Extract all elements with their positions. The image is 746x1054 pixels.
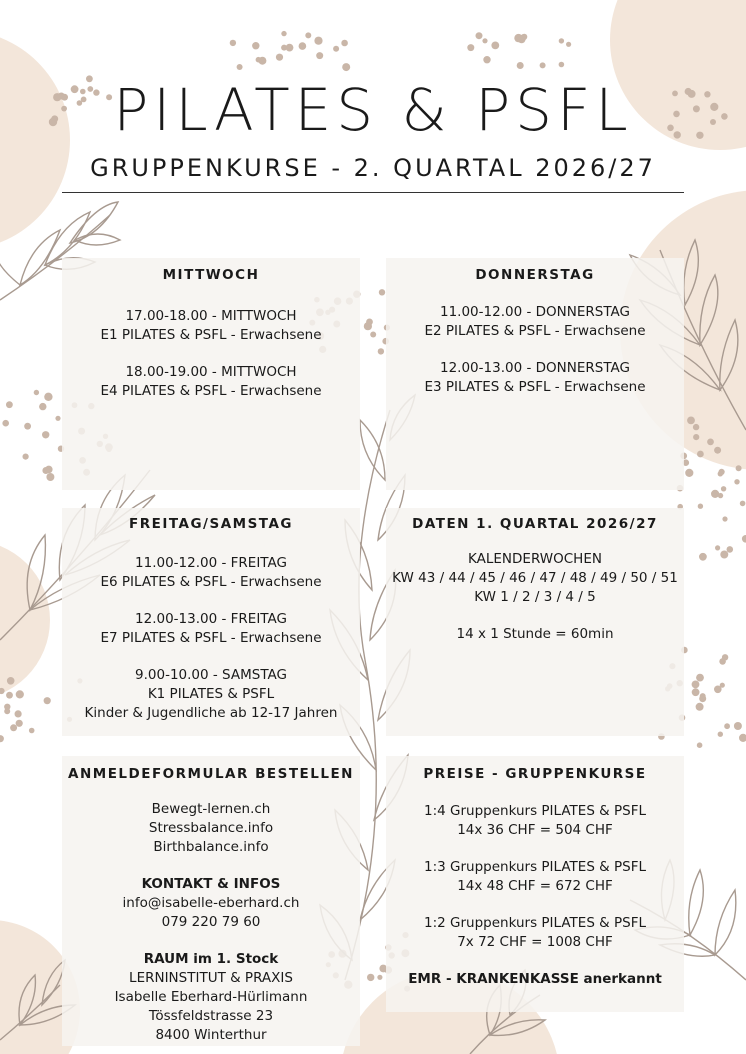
decor-dot: [693, 424, 699, 430]
address-line: Isabelle Eberhard-Hürlimann: [114, 989, 308, 1005]
decor-dot: [711, 490, 719, 498]
course-time: 12.00-13.00 - FREITAG: [135, 611, 287, 627]
decor-dot: [333, 46, 339, 52]
decor-dot: [693, 434, 699, 440]
decor-dot: [699, 553, 707, 561]
phone-number: 079 220 79 60: [161, 914, 261, 930]
heading-donnerstag: DONNERSTAG: [475, 267, 595, 283]
decor-dot: [707, 439, 714, 446]
decor-dot: [4, 708, 10, 714]
decor-dot: [482, 38, 487, 43]
decor-dot: [0, 735, 4, 742]
course-name: E6 PILATES & PSFL - Erwachsene: [100, 574, 322, 590]
decor-dot: [559, 38, 564, 43]
title-divider: [62, 192, 684, 193]
course-time: 11.00-12.00 - FREITAG: [135, 555, 287, 571]
price-plan: 1:2 Gruppenkurs PILATES & PSFL: [423, 915, 646, 931]
calendar-weeks-list: KW 1 / 2 / 3 / 4 / 5: [474, 589, 596, 605]
course-name: E2 PILATES & PSFL - Erwachsene: [424, 323, 646, 339]
decor-dot: [699, 695, 706, 702]
decor-dot: [366, 319, 373, 326]
decor-dot: [2, 420, 9, 427]
page-title: PILATES & PSFL: [113, 76, 633, 144]
decor-dot: [734, 722, 742, 730]
decor-dot: [29, 728, 35, 734]
blob-left: [0, 540, 50, 700]
decor-dot: [46, 473, 54, 481]
decor-dot: [230, 40, 236, 46]
heading-anmeldung: ANMELDEFORMULAR BESTELLEN: [68, 766, 354, 782]
page-subtitle: GRUPPENKURSE - 2. QUARTAL 2026/27: [90, 154, 656, 182]
address-line: Tössfeldstrasse 23: [148, 1008, 274, 1024]
decor-dot: [517, 62, 524, 69]
decor-dot: [740, 501, 746, 507]
decor-dot: [739, 734, 746, 742]
decor-dot: [316, 52, 323, 59]
price-plan: 1:3 Gruppenkurs PILATES & PSFL: [423, 859, 646, 875]
decor-dot: [6, 401, 13, 408]
decor-dot: [718, 732, 723, 737]
course-name: K1 PILATES & PSFL: [147, 686, 275, 702]
decor-dot: [367, 974, 374, 981]
price-amount: 14x 36 CHF = 504 CHF: [457, 822, 613, 838]
decor-dot: [714, 447, 721, 454]
decor-dot: [724, 723, 730, 729]
address-line: LERNINSTITUT & PRAXIS: [129, 970, 293, 986]
section-mittwoch: [62, 266, 360, 401]
decor-dot: [476, 32, 483, 39]
decor-dot: [377, 975, 382, 980]
decor-dot: [727, 546, 734, 553]
decor-dot: [687, 417, 695, 425]
decor-dot: [34, 390, 39, 395]
calendar-weeks-list: KW 43 / 44 / 45 / 46 / 47 / 48 / 49 / 50 / 51: [392, 570, 678, 586]
decor-dot: [692, 681, 700, 689]
decor-dot: [342, 63, 350, 71]
decor-dot: [6, 692, 13, 699]
decor-dot: [734, 479, 739, 484]
decor-dot: [44, 697, 51, 704]
heading-freitag-samstag: FREITAG/SAMSTAG: [129, 516, 293, 532]
decor-dot: [7, 677, 15, 685]
decor-dot: [341, 40, 348, 47]
course-name: E3 PILATES & PSFL - Erwachsene: [424, 379, 646, 395]
course-name: E7 PILATES & PSFL - Erwachsene: [100, 630, 322, 646]
decor-dot: [258, 57, 266, 65]
section-freitag-samstag: [62, 515, 360, 723]
decor-dot: [736, 465, 742, 471]
price-amount: 7x 72 CHF = 1008 CHF: [457, 934, 613, 950]
price-plan: 1:4 Gruppenkurs PILATES & PSFL: [423, 803, 646, 819]
decor-dot: [697, 742, 703, 748]
course-time: 18.00-19.00 - MITTWOCH: [125, 364, 297, 380]
decor-dot: [720, 683, 725, 688]
decor-dot: [722, 654, 728, 660]
heading-preise: PREISE - GRUPPENKURSE: [423, 766, 647, 782]
decor-dot: [521, 34, 527, 40]
calendar-weeks-label: KALENDERWOCHEN: [468, 551, 602, 567]
email-link[interactable]: info@isabelle-eberhard.ch: [122, 895, 300, 911]
course-time: 12.00-13.00 - DONNERSTAG: [440, 360, 630, 376]
decor-dot: [281, 31, 286, 36]
section-donnerstag: [386, 266, 684, 397]
decor-dot: [698, 504, 703, 509]
decor-dot: [378, 348, 384, 354]
decor-dot: [23, 454, 29, 460]
course-time: 11.00-12.00 - DONNERSTAG: [440, 304, 630, 320]
decor-dot: [715, 545, 720, 550]
decor-dot: [719, 469, 725, 475]
decor-dot: [55, 416, 60, 421]
decor-dot: [696, 703, 704, 711]
course-duration: 14 x 1 Stunde = 60min: [456, 626, 614, 642]
course-time: 17.00-18.00 - MITTWOCH: [125, 308, 297, 324]
heading-mittwoch: MITTWOCH: [162, 267, 260, 283]
decor-dot: [252, 42, 259, 49]
decor-dot: [42, 431, 49, 438]
decor-dot: [299, 42, 307, 50]
decor-dot: [10, 724, 17, 731]
decor-dot: [696, 674, 704, 682]
decor-dot: [16, 720, 23, 727]
decor-dot: [15, 710, 22, 717]
course-name: E1 PILATES & PSFL - Erwachsene: [100, 327, 322, 343]
address-line: 8400 Winterthur: [155, 1027, 267, 1043]
website-link[interactable]: Birthbalance.info: [153, 839, 269, 855]
decor-dot: [491, 42, 499, 50]
contact-heading: KONTAKT & INFOS: [141, 876, 281, 892]
heading-daten: DATEN 1. QUARTAL 2026/27: [412, 516, 658, 532]
decor-dot: [742, 535, 746, 543]
decor-dot: [370, 332, 376, 338]
website-link[interactable]: Stressbalance.info: [148, 820, 274, 836]
website-link[interactable]: Bewegt-lernen.ch: [151, 801, 271, 817]
decor-dot: [692, 688, 700, 696]
decor-dot: [721, 486, 726, 491]
decor-dot: [281, 45, 287, 51]
decor-dot: [42, 467, 49, 474]
decor-dot: [305, 32, 311, 38]
decor-dot: [24, 423, 31, 430]
decor-dot: [276, 54, 283, 61]
section-anmeldung: [62, 765, 360, 1045]
decor-dot: [722, 516, 727, 521]
decor-dot: [540, 62, 546, 68]
course-note: Kinder & Jugendliche ab 12-17 Jahren: [84, 705, 338, 721]
section-preise: [386, 765, 684, 989]
room-heading: RAUM im 1. Stock: [143, 951, 279, 967]
decor-dot: [566, 42, 571, 47]
course-name: E4 PILATES & PSFL - Erwachsene: [100, 383, 322, 399]
course-time: 9.00-10.00 - SAMSTAG: [135, 667, 287, 683]
price-amount: 14x 48 CHF = 672 CHF: [457, 878, 613, 894]
decor-dot: [379, 289, 385, 295]
decor-dot: [697, 451, 704, 458]
insurance-note: EMR - KRANKENKASSE anerkannt: [408, 971, 662, 987]
decor-dot: [483, 56, 490, 63]
decor-dot: [39, 403, 46, 410]
decor-dot: [467, 44, 474, 51]
decor-dot: [237, 64, 243, 70]
decor-dot: [559, 62, 565, 68]
decor-dot: [314, 37, 322, 45]
decor-dot: [44, 393, 52, 401]
decor-dot: [685, 469, 693, 477]
section-daten: [386, 515, 684, 644]
decor-dot: [720, 551, 728, 559]
decor-dot: [16, 690, 24, 698]
